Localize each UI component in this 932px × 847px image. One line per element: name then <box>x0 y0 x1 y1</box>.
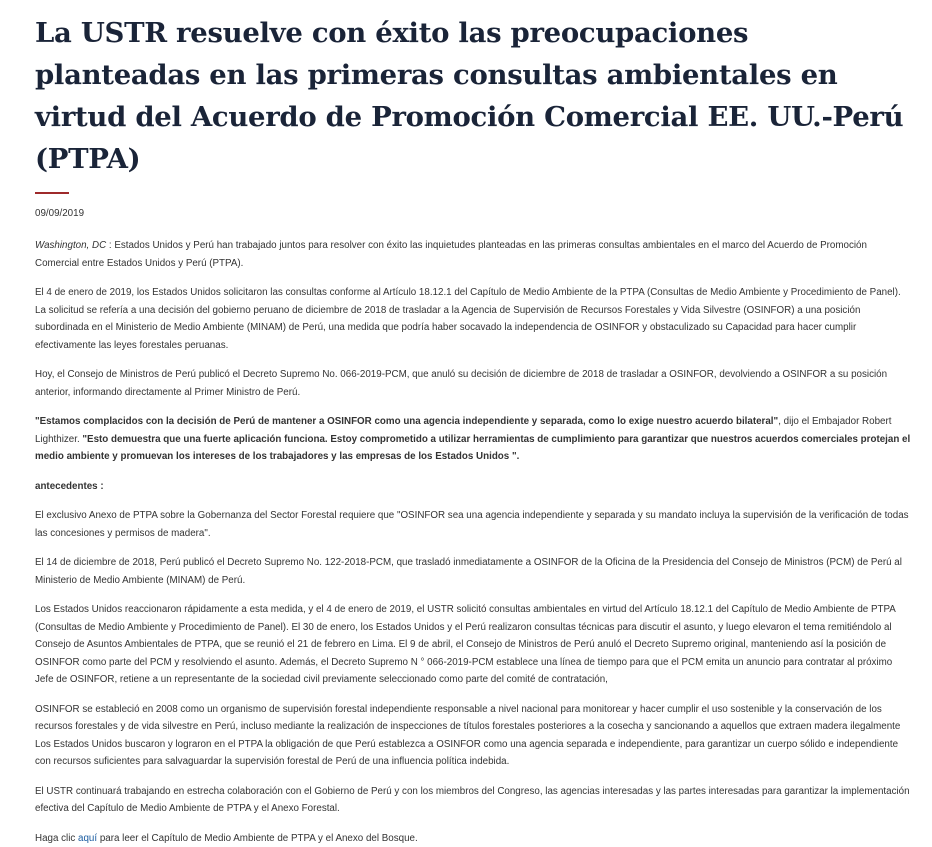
quote-paragraph <box>35 413 912 466</box>
paragraph-us-reaction: Los Estados Unidos reaccionaron rápidamente a esta medida, y el 4 de enero de 2019, el USTR solicitó consultas ambientales en virtud del Artículo 18.12.1 del Capítulo de Medio Ambiente de PTPA (Consultas de Medio Ambiente y Procedimiento de Panel). El 30 de enero, los Estados Unidos y el Perú realizaron consultas técnicas para discutir el asunto, y luego elevaron el tema remitiéndolo al Consejo de Asuntos Ambientales de PTPA, que se reunió el 21 de febrero en Lima. El 9 de abril, el Consejo de Ministros de Perú anuló el Decreto Supremo original, manteniendo así la posición de OSINFOR como parte del PCM y resolviendo el asunto. Además, el Decreto Supremo N ° 066-2019-PCM establece una línea de tiempo para que el PCM emita un anuncio para contratar al próximo Jefe de OSINFOR, retiene a un representante de la sociedad civil previamente seleccionado como parte del comité de contratación, <box>35 601 912 689</box>
intro-text: : Estados Unidos y Perú han trabajado juntos para resolver con éxito las inquietudes planteadas en las primeras consultas ambientales en el marco del Acuerdo de Promoción Comercial entre Estados Unidos y Perú (PTPA). <box>35 240 867 269</box>
quote-first: "Estamos complacidos con la decisión de Perú de mantener a OSINFOR como una agencia independiente y separada, como lo exige nuestro acuerdo bilateral" <box>35 416 778 427</box>
quote-attribution: , dijo el Embajador Robert Lighthizer. <box>35 416 891 445</box>
background-heading: antecedentes : <box>35 478 912 496</box>
click-here-prefix: Haga clic <box>35 833 78 844</box>
page-title: La USTR resuelve con éxito las preocupaciones planteadas en las primeras consultas ambientales en virtud del Acuerdo de Promoción Comercial EE. UU.-Perú (PTPA) <box>35 12 912 180</box>
quote-second: "Esto demuestra que una fuerte aplicación funciona. Estoy comprometido a utilizar herramientas de cumplimiento para garantizar que nuestros acuerdos comerciales protejan el medio ambiente y promuevan los intereses de los trabajadores y las empresas de los Estados Unidos ". <box>35 434 910 463</box>
paragraph-ustr-continue: El USTR continuará trabajando en estrecha colaboración con el Gobierno de Perú y con los miembros del Congreso, las agencias interesadas y las partes interesadas para garantizar la implementación efectiva del Capítulo de Medio Ambiente de PTPA y el Anexo Forestal. <box>35 783 912 818</box>
paragraph-december-decree: El 14 de diciembre de 2018, Perú publicó el Decreto Supremo No. 122-2018-PCM, que trasladó inmediatamente a OSINFOR de la Oficina de la Presidencia del Consejo de Ministros (PCM) de Perú al Ministerio de Medio Ambiente (MINAM) de Perú. <box>35 554 912 589</box>
here-link[interactable]: aquí <box>78 833 97 844</box>
paragraph-consultations: El 4 de enero de 2019, los Estados Unidos solicitaron las consultas conforme al Artículo 18.12.1 del Capítulo de Medio Ambiente de la PTPA (Consultas de Medio Ambiente y Procedimiento de Panel). La solicitud se refería a una decisión del gobierno peruano de diciembre de 2018 de trasladar a la Agencia de Supervisión de Recursos Forestales y Vida Silvestre (OSINFOR) a una posición subordinada en el Ministerio de Medio Ambiente (MINAM) de Perú, una medida que podría haber socavado la independencia de OSINFOR y obstaculizado su Capacidad para hacer cumplir efectivamente las leyes forestales peruanas. <box>35 284 912 354</box>
paragraph-click-here <box>35 830 912 847</box>
paragraph-decree: Hoy, el Consejo de Ministros de Perú publicó el Decreto Supremo No. 066-2019-PCM, que anuló su decisión de diciembre de 2018 de trasladar a OSINFOR, devolviendo a OSINFOR a su posición anterior, informando directamente al Primer Ministro de Perú. <box>35 366 912 401</box>
dateline-place: Washington, DC <box>35 240 106 251</box>
intro-paragraph <box>35 237 912 272</box>
click-here-suffix: para leer el Capítulo de Medio Ambiente de PTPA y el Anexo del Bosque. <box>97 833 418 844</box>
paragraph-osinfor: OSINFOR se estableció en 2008 como un organismo de supervisión forestal independiente responsable a nivel nacional para monitorear y hacer cumplir el uso sostenible y la conservación de los recursos forestales y de vida silvestre en Perú, incluso mediante la realización de inspecciones de títulos forestales posteriores a la cosecha y sancionando a aquellos que extraen madera ilegalmente Los Estados Unidos buscaron y lograron en el PTPA la obligación de que Perú establezca a OSINFOR como una agencia separada e independiente, para garantizar un cuerpo sólido e independiente con recursos suficientes para salvaguardar la supervisión forestal de Perú de una influencia política indebida. <box>35 701 912 771</box>
paragraph-annex: El exclusivo Anexo de PTPA sobre la Gobernanza del Sector Forestal requiere que "OSINFOR sea una agencia independiente y separada y su mandato incluya la supervisión de la verificación de todas las concesiones y permisos de madera". <box>35 507 912 542</box>
publish-date: 09/09/2019 <box>35 208 912 219</box>
title-divider <box>35 192 69 194</box>
